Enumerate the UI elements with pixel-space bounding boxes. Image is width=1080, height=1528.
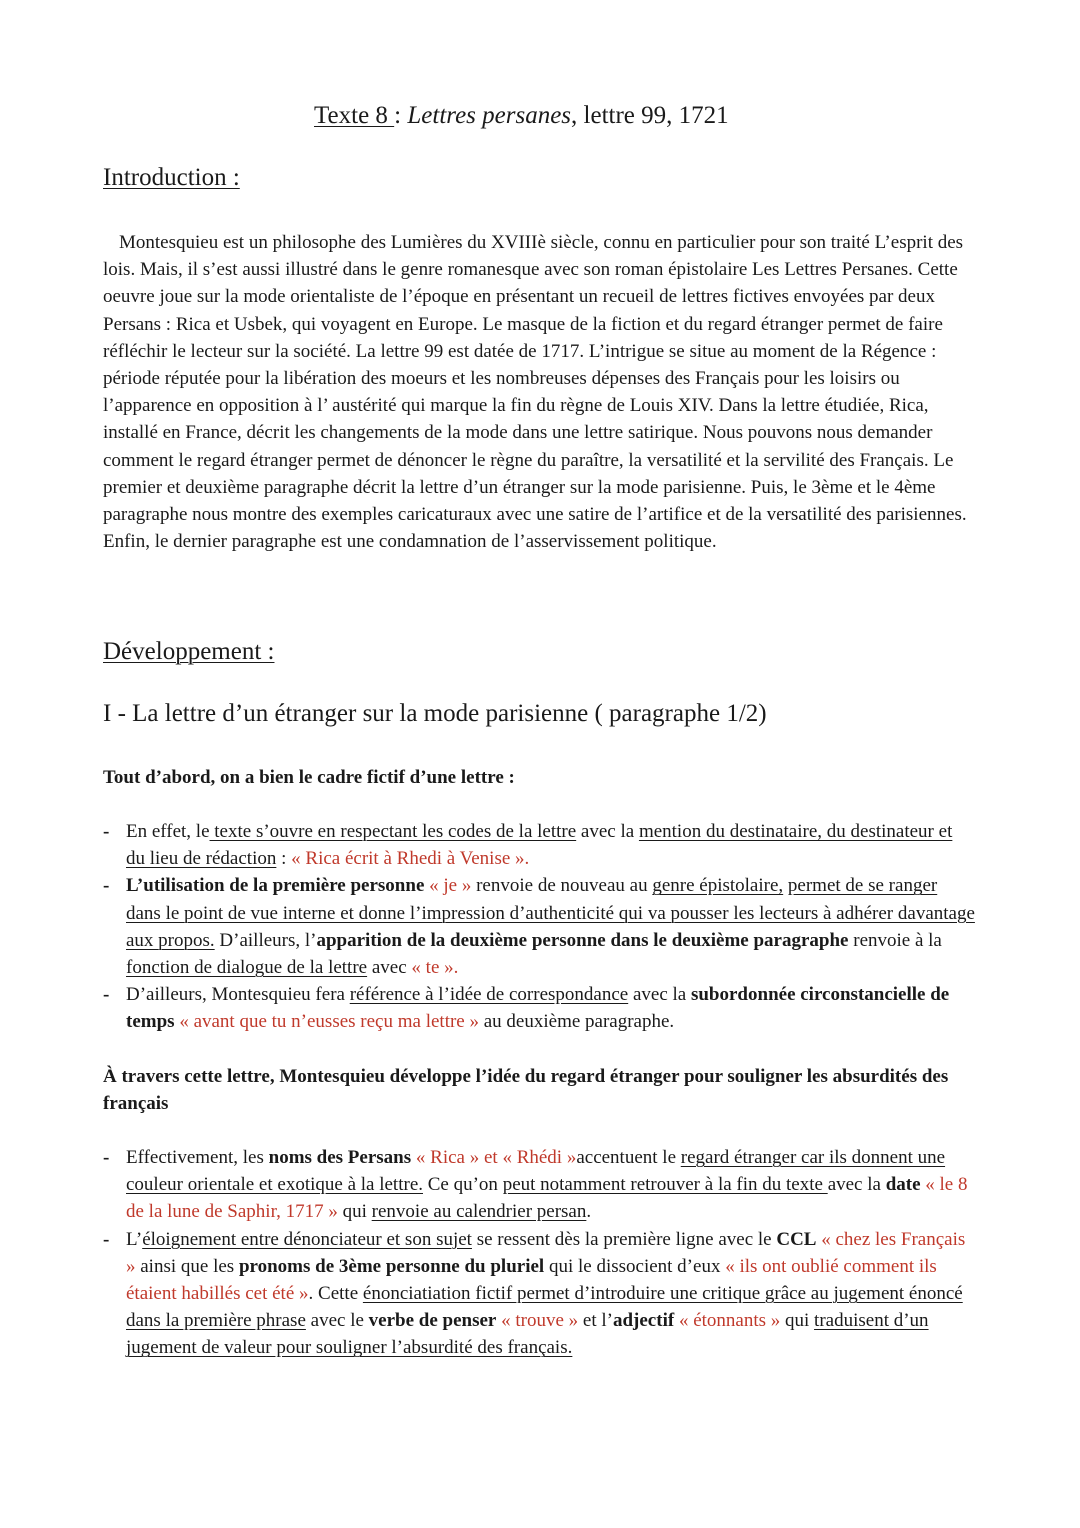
bullet-item: - D’ailleurs, Montesquieu fera référence à l’idée de correspondance avec la subordonnée circonstancielle de temps « avant que tu n’eusses reçu ma lettre » au deuxième paragraphe. — [103, 981, 975, 1035]
introduction-paragraph: Montesquieu est un philosophe des Lumières du XVIIIè siècle, connu en particulier pour son traité L’esprit des lois. Mais, il s’est aussi illustré dans le genre romanesque avec son roman épistolaire Les Lettres Persanes. Cette oeuvre joue sur la mode orientaliste de l’époque en présentant un recueil de lettres fictives envoyées par deux Persans : Rica et Usbek, qui voyagent en Europe. Le masque de la fiction et du regard étranger permet de faire réfléchir le lecteur sur la société. La lettre 99 est datée de 1717. L’intrigue se situe au moment de la Régence : période réputée pour la libération des moeurs et les nombreuses dépenses des Français pour les loisirs ou l’apparence en opposition à l’ austérité qui marque la fin du règne de Louis XIV. Dans la lettre étudiée, Rica, installé en France, décrit les changements de la mode dans une lettre satirique. Nous pouvons nous demander comment le regard étranger permet de dénoncer le règne du paraître, la versatilité et la servilité des Français. Le premier et deuxième paragraphe décrit la lettre d’un étranger sur la mode parisienne. Puis, le 3ème et le 4ème paragraphe nous montre des exemples caricaturaux avec une satire de l’artifice et de la versatilité des parisiennes. Enfin, le dernier paragraphe est une condamnation de l’asservissement politique. — [103, 232, 967, 553]
title-label: Texte 8 — [314, 102, 395, 129]
title-work: Lettres persanes — [407, 102, 572, 129]
bullet-item: - Effectivement, les noms des Persans « Rica » et « Rhédi »accentuent le regard étranger car ils donnent une couleur orientale et exotique à la lettre. Ce qu’on peut notamment retrouver à la fin du texte avec la date « le 8 de la lune de Saphir, 1717 » qui renvoie au calendrier persan. — [103, 1144, 975, 1226]
bullet-item: - L’utilisation de la première personne « je » renvoie de nouveau au genre épistolaire, permet de se ranger dans le point de vue interne et donne l’impression d’authenticité qui va pousser les lecteurs à adhérer davantage aux propos. D’ailleurs, l’apparition de la deuxième personne dans le deuxième paragraphe renvoie à la fonction de dialogue de la lettre avec « te ». — [103, 872, 975, 981]
lead-1: Tout d’abord, on a bien le cadre fictif d’une lettre : — [103, 767, 515, 788]
bullet-list-1 — [103, 818, 975, 1036]
bullet-list-2 — [103, 1144, 975, 1362]
lead-2: À travers cette lettre, Montesquieu développe l’idée du regard étranger pour souligner les absurdités des français — [103, 1066, 949, 1115]
document-title — [314, 102, 729, 130]
title-colon: : — [394, 102, 408, 129]
title-rest: , lettre 99, 1721 — [571, 102, 729, 129]
introduction-heading: Introduction : — [103, 164, 240, 191]
developpement-heading: Développement : — [103, 638, 275, 665]
bullet-item: - L’éloignement entre dénonciateur et son sujet se ressent dès la première ligne avec le CCL « chez les Français » ainsi que les pronoms de 3ème personne du pluriel qui le dissocient d’eux « ils ont oublié comment ils étaient habillés cet été ». Cette énonciatiation fictif permet d’introduire une critique grâce au jugement énoncé dans la première phrase avec le verbe de penser « trouve » et l’adjectif « étonnants » qui traduisent d’un jugement de valeur pour souligner l’absurdité des français. — [103, 1226, 975, 1362]
part1-title: I - La lettre d’un étranger sur la mode parisienne ( paragraphe 1/2) — [103, 700, 767, 727]
bullet-item: - En effet, le texte s’ouvre en respectant les codes de la lettre avec la mention du destinataire, du destinateur et du lieu de rédaction : « Rica écrit à Rhedi à Venise ». — [103, 818, 975, 872]
